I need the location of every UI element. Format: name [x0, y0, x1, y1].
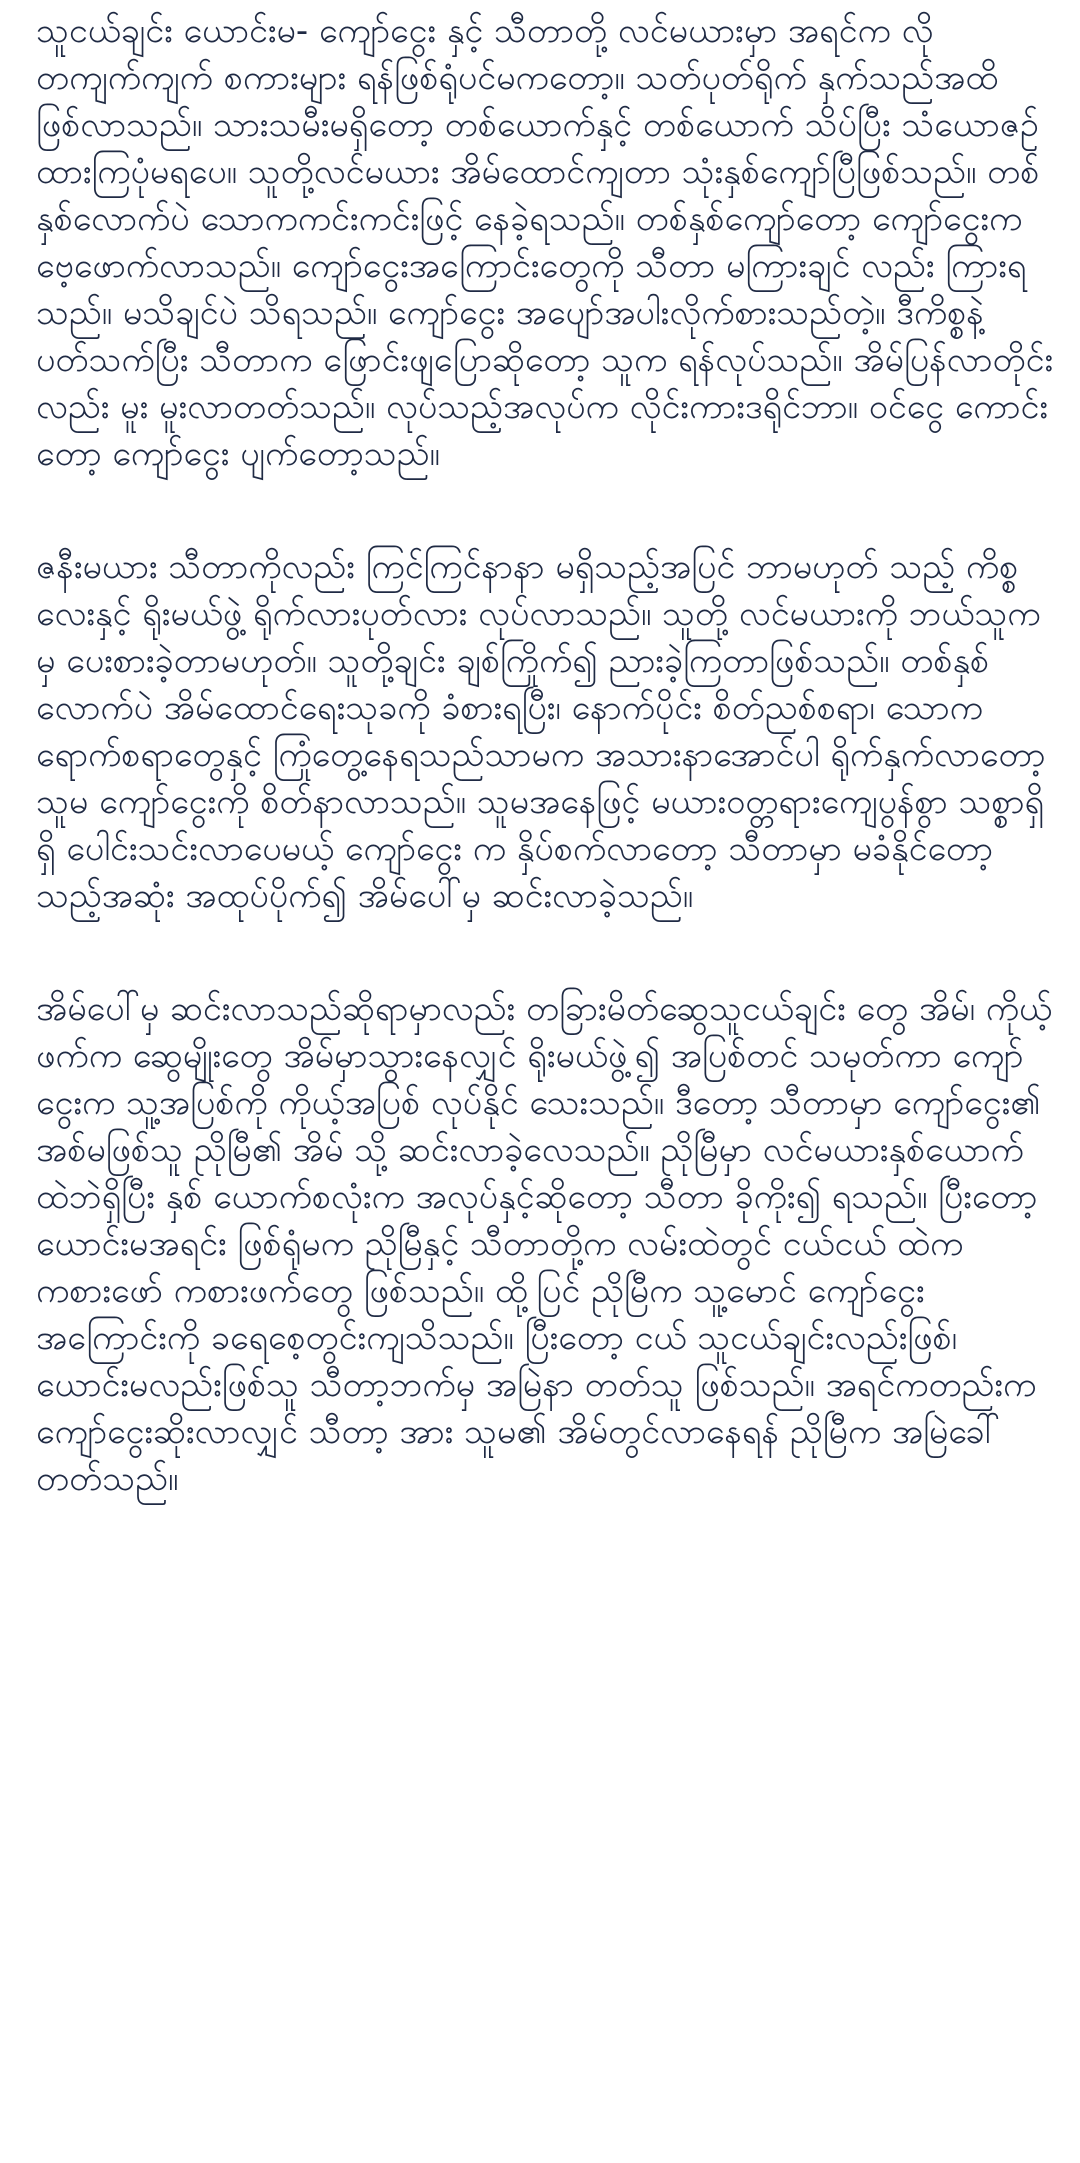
article-body: [36, 8, 1056, 1503]
paragraph-1: သူငယ်ချင်း ယောင်းမ- ကျော်ငွေး နှင့် သီတာတို့ လင်မယားမှာ အရင်က လို တကျက်ကျက် စကားများ ရန်ဖြစ်ရုံပင်မကတော့။ သတ်ပုတ်ရိုက် နှက်သည်အထိ ဖြစ်လာသည်။ သားသမီးမရှိတော့ တစ်ယောက်နှင့် တစ်ယောက် သိပ်ပြီး သံယောဇဉ်ထားကြပုံမရပေ။ သူတို့လင်မယား အိမ်ထောင်ကျတာ သုံးနှစ်ကျော်ပြီဖြစ်သည်။ တစ်နှစ်လောက်ပဲ သောကကင်းကင်းဖြင့် နေခဲ့ရသည်။ တစ်နှစ်ကျော်တော့ ကျော်ငွေးက ဗေ့ဖောက်လာသည်။ ကျော်ငွေးအကြောင်းတွေကို သီတာ မကြားချင် လည်း ကြားရသည်။ မသိချင်ပဲ သိရသည်။ ကျော်ငွေး အပျော်အပါးလိုက်စားသည်တဲ့။ ဒီကိစ္စနဲ့ပတ်သက်ပြီး သီတာက ဖြောင်းဖျပြောဆိုတော့ သူက ရန်လုပ်သည်။ အိမ်ပြန်လာတိုင်းလည်း မူး မူးလာတတ်သည်။ လုပ်သည့်အလုပ်က လိုင်းကားဒရိုင်ဘာ။ ဝင်ငွေ ကောင်းတော့ ကျော်ငွေး ပျက်တော့သည်။: [36, 11, 1054, 474]
paragraph-2: ဇနီးမယား သီတာကိုလည်း ကြင်ကြင်နာနာ မရှိသည့်အပြင် ဘာမဟုတ် သည့် ကိစ္စလေးနှင့် ရိုးမယ်ဖွဲ့ ရိုက်လားပုတ်လား လုပ်လာသည်။ သူတို့ လင်မယားကို ဘယ်သူကမှ ပေးစားခဲ့တာမဟုတ်။ သူတို့ချင်း ချစ်ကြိုက်၍ ညားခဲ့ကြတာဖြစ်သည်။ တစ်နှစ်လောက်ပဲ အိမ်ထောင်ရေးသုခကို ခံစားရပြီး၊ နောက်ပိုင်း စိတ်ညစ်စရာ၊ သောက ရောက်စရာတွေနှင့် ကြုံတွေ့နေရသည်သာမက အသားနာအောင်ပါ ရိုက်နှက်လာတော့ သူမ ကျော်ငွေးကို စိတ်နာလာသည်။ သူမအနေဖြင့် မယားဝတ္တရားကျေပွန်စွာ သစ္စာရှိရှိ ပေါင်းသင်းလာပေမယ့် ကျော်ငွေး က နှိပ်စက်လာတော့ သီတာမှာ မခံနိုင်တော့သည့်အဆုံး အထုပ်ပိုက်၍ အိမ်ပေါ်မှ ဆင်းလာခဲ့သည်။: [36, 547, 1046, 916]
paragraph-3: အိမ်ပေါ်မှ ဆင်းလာသည်ဆိုရာမှာလည်း တခြားမိတ်ဆွေသူငယ်ချင်း တွေ အိမ်၊ ကိုယ့်ဖက်က ဆွေမျိုးတွေ အိမ်မှာသွားနေလျှင် ရိုးမယ်ဖွဲ့၍ အပြစ်တင် သမုတ်ကာ ကျော်ငွေးက သူ့အပြစ်ကို ကိုယ့်အပြစ် လုပ်နိုင် သေးသည်။ ဒီတော့ သီတာမှာ ကျော်ငွေး၏ အစ်မဖြစ်သူ ညိုမြီ၏ အိမ် သို့ ဆင်းလာခဲ့လေသည်။ ညိုမြီမှာ လင်မယားနှစ်ယောက်ထဲဘဲရှိပြီး နှစ် ယောက်စလုံးက အလုပ်နှင့်ဆိုတော့ သီတာ ခိုကိုး၍ ရသည်။ ပြီးတော့ ယောင်းမအရင်း ဖြစ်ရုံမက ညိုမြီနှင့် သီတာတို့က လမ်းထဲတွင် ငယ်ငယ် ထဲက ကစားဖော် ကစားဖက်တွေ ဖြစ်သည်။ ထို့ပြင် ညိုမြီက သူ့မောင် ကျော်ငွေး အကြောင်းကို ခရေစေ့တွင်းကျသိသည်။ ပြီးတော့ ငယ် သူငယ်ချင်းလည်းဖြစ်၊ ယောင်းမလည်းဖြစ်သူ သီတာ့ဘက်မှ အမြဲနာ တတ်သူ ဖြစ်သည်။ အရင်ကတည်းက ကျော်ငွေးဆိုးလာလျှင် သီတာ့ အား သူမ၏ အိမ်တွင်လာနေရန် ညိုမြီက အမြဲခေါ်တတ်သည်။: [36, 989, 1053, 1499]
